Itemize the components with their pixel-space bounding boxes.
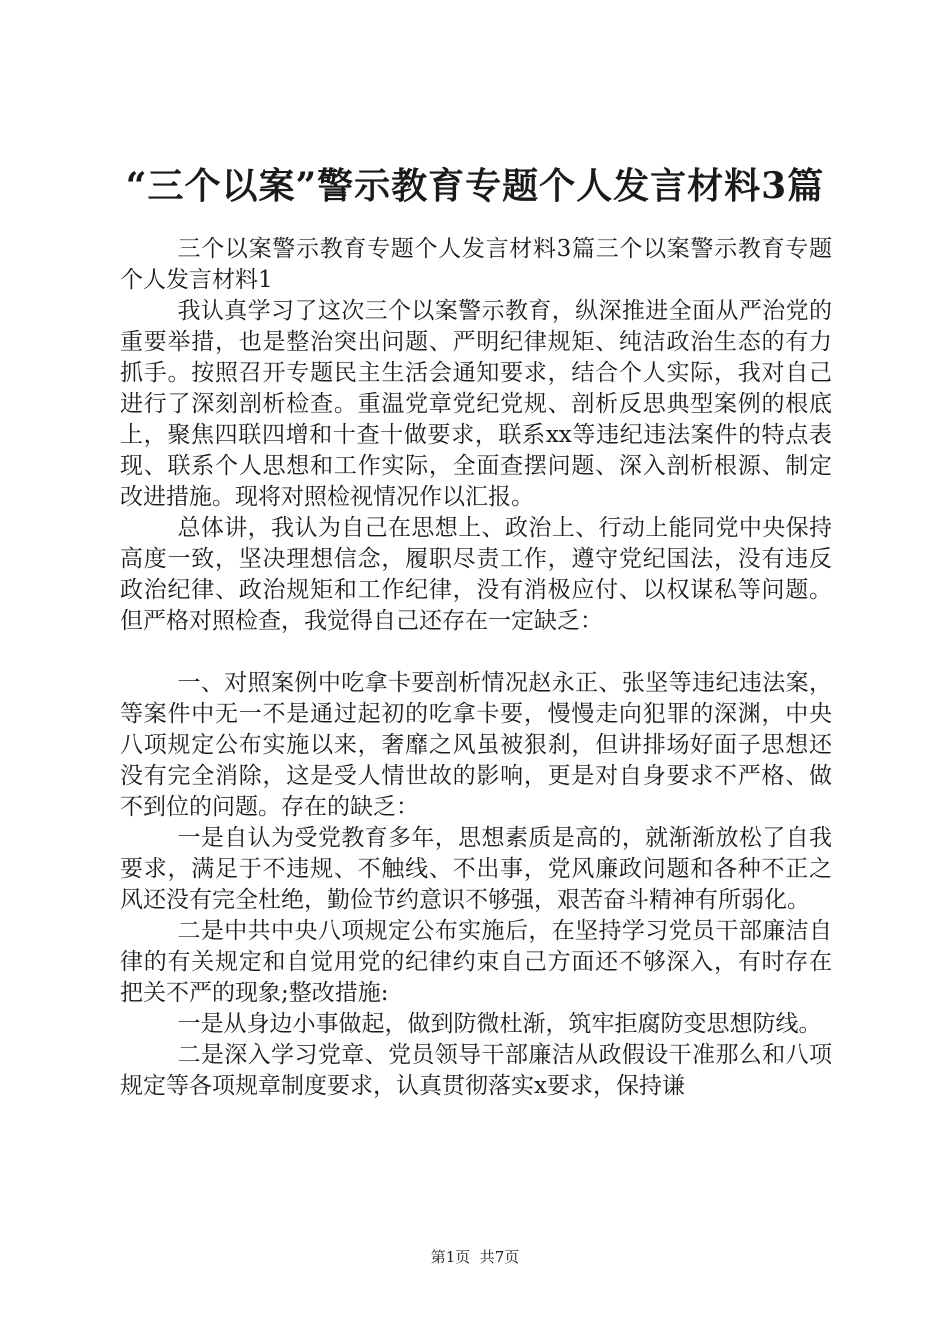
paragraph-shortcoming-two: 二是中共中央八项规定公布实施后，在坚持学习党员干部廉洁自律的有关规定和自觉用党的纪律约束自己方面还不够深入，有时存在把关不严的现象;整改措施:: [120, 918, 832, 1006]
paragraph-spacer: [120, 637, 832, 668]
paragraph-shortcoming-one: 一是自认为受党教育多年，思想素质是高的，就渐渐放松了自我要求，满足于不违规、不触线、不出事，党风廉政问题和各种不正之风还没有完全杜绝，勤俭节约意识不够强，艰苦奋斗精神有所弱化。: [120, 825, 832, 913]
paragraph-measure-two: 二是深入学习党章、党员领导干部廉洁从政假设干准那么和八项规定等各项规章制度要求，认真贯彻落实x要求，保持谦: [120, 1042, 832, 1099]
paragraph-section-one: 一、对照案例中吃拿卡要剖析情况赵永正、张坚等违纪违法案，等案件中无一不是通过起初的吃拿卡要，慢慢走向犯罪的深渊，中央八项规定公布实施以来，奢靡之风虽被狠刹，但讲排场好面子思想还没有完全消除，这是受人情世故的影响，更是对自身要求不严格、做不到位的问题。存在的缺乏：: [120, 670, 832, 820]
paragraph-overall: 总体讲，我认为自己在思想上、政治上、行动上能同党中央保持高度一致，坚决理想信念，履职尽责工作，遵守党纪国法，没有违反政治纪律、政治规矩和工作纪律，没有消极应付、以权谋私等问题。但严格对照检查，我觉得自己还存在一定缺乏：: [120, 515, 832, 634]
paragraph-measure-one: 一是从身边小事做起，做到防微杜渐，筑牢拒腐防变思想防线。: [177, 1011, 822, 1037]
paragraph-intro: 三个以案警示教育专题个人发言材料3篇三个以案警示教育专题个人发言材料1: [120, 236, 832, 293]
page-number-footer: 第1页 共7页: [430, 1248, 520, 1266]
document-body: [120, 234, 832, 1102]
paragraph-study: 我认真学习了这次三个以案警示教育，纵深推进全面从严治党的重要举措，也是整治突出问题、严明纪律规矩、纯洁政治生态的有力抓手。按照召开专题民主生活会通知要求，结合个人实际，我对自己进行了深刻剖析检查。重温党章党纪党规、剖析反思典型案例的根底上，聚焦四联四增和十查十做要求，联系xx等违纪违法案件的特点表现、联系个人思想和工作实际，全面查摆问题、深入剖析根源、制定改进措施。现将对照检视情况作以汇报。: [120, 298, 832, 510]
document-title: “三个以案”警示教育专题个人发言材料3篇: [125, 165, 825, 207]
